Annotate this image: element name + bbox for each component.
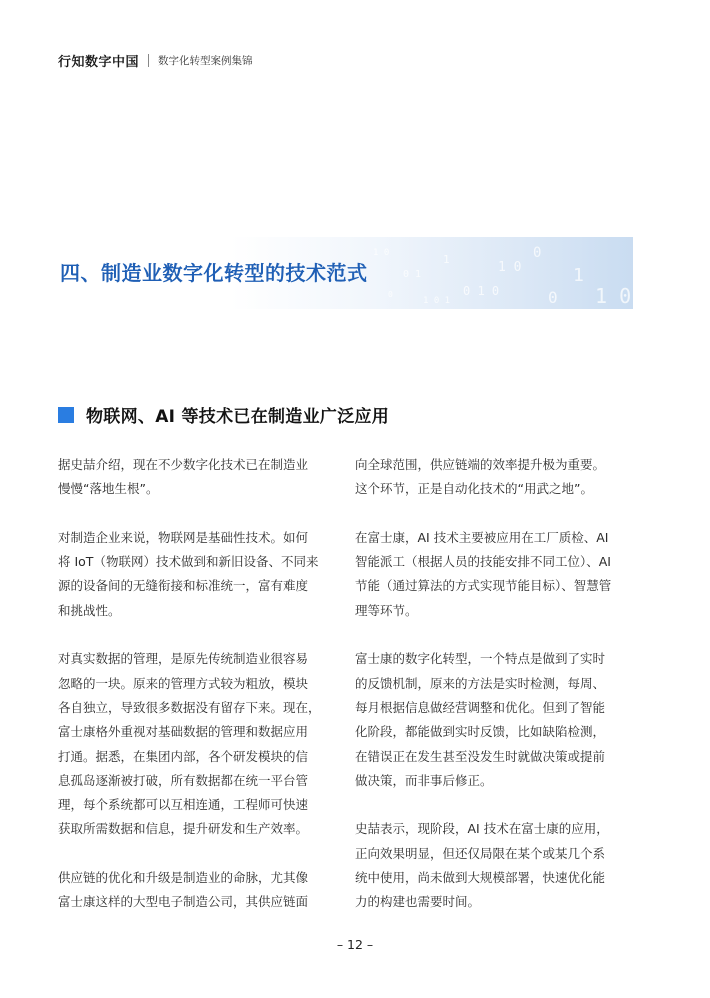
text-line: 向全球范围，供应链端的效率提升极为重要。 [355,457,606,472]
text-line: 的反馈机制，原来的方法是实时检测，每周、 [355,675,606,691]
text-line: 富士康这样的大型电子制造公司，其供应链面 [58,894,309,910]
text-line: 据史喆介绍，现在不少数字化技术已在制造业 [58,457,309,472]
body-paragraph [58,526,336,623]
section-title: 物联网、AI 等技术已在制造业广泛应用 [86,407,390,427]
text-line: 将 IoT（物联网）技术做到和新旧设备、不同来 [58,554,319,570]
text-line: 富士康的数字化转型，一个特点是做到了实时 [355,651,606,667]
svg-text:1 0: 1 0 [595,284,632,308]
body-paragraph [58,647,336,841]
text-line: 慢慢“落地生根”。 [58,481,159,497]
text-line: 每月根据信息做经营调整和优化。但到了智能 [355,699,606,715]
text-line: 打通。据悉，在集团内部，各个研发模块的信 [58,748,309,764]
text-line: 理，每个系统都可以互相连通，工程师可快速 [58,797,309,813]
text-line: 供应链的优化和升级是制造业的命脉，尤其像 [58,870,309,886]
text-line: 化阶段，都能做到实时反馈，比如缺陷检测， [355,724,606,740]
text-line: 力的构建也需要时间。 [355,894,481,910]
header-divider [148,54,149,67]
text-line: 和挑战性。 [58,602,121,618]
svg-text:0 1 0: 0 1 0 [463,284,500,298]
svg-text:0 1: 0 1 [403,269,422,280]
section-square-icon [58,407,74,423]
svg-text:1 0: 1 0 [498,260,522,275]
svg-text:0: 0 [548,288,558,307]
text-line: 源的设备间的无缝衔接和标准统一，富有难度 [58,578,309,594]
text-line: 对制造企业来说，物联网是基础性技术。如何 [58,529,309,545]
text-line: 统中使用，尚未做到大规模部署，快速优化能 [355,870,606,886]
svg-text:0: 0 [533,245,542,261]
svg-text:1: 1 [573,265,584,286]
text-line: 理等环节。 [355,602,418,618]
svg-text:1: 1 [443,253,450,266]
page-number: – 12 – [336,937,374,952]
text-line: 对真实数据的管理，是原先传统制造业很容易 [58,651,309,667]
text-line: 各自独立，导致很多数据没有留存下来。现在， [58,699,321,715]
text-line: 获取所需数据和信息，提升研发和生产效率。 [58,821,309,837]
chapter-banner [58,237,633,309]
text-line: 在错误正在发生甚至没发生时就做决策或提前 [355,748,606,764]
text-line: 做决策，而非事后修正。 [355,772,493,788]
text-line: 节能（通过算法的方式实现节能目标）、智慧管 [355,578,612,594]
page-header [58,50,253,70]
text-line: 忽略的一块。原来的管理方式较为粗放，模块 [58,675,309,691]
svg-text:0: 0 [388,290,393,299]
text-line: 正向效果明显，但还仅局限在某个或某几个系 [355,845,606,861]
binary-pattern-decoration [333,237,633,309]
chapter-title: 四、制造业数字化转型的技术范式 [60,261,368,285]
text-line: 息孤岛逐渐被打破，所有数据都在统一平台管 [58,772,309,788]
text-line: 这个环节，正是自动化技术的“用武之地”。 [355,481,593,497]
publication-subtitle: 数字化转型案例集锦 [158,54,253,67]
left-column [58,453,336,939]
text-line: 智能派工（根据人员的技能安排不同工位）、AI [355,554,611,570]
right-column [355,453,633,939]
text-line: 富士康格外重视对基础数据的管理和数据应用 [58,724,309,740]
text-line: 史喆表示，现阶段，AI 技术在富士康的应用， [355,821,609,837]
body-paragraph [355,817,633,914]
svg-text:1 0 1: 1 0 1 [423,296,451,306]
body-paragraph [355,526,633,623]
body-paragraph [355,453,633,502]
text-line: 在富士康，AI 技术主要被应用在工厂质检、AI [355,529,609,545]
body-paragraph [58,453,336,502]
body-paragraph [355,647,633,793]
section-heading [58,402,389,427]
body-paragraph [58,866,336,915]
svg-text:1 0: 1 0 [373,248,390,258]
publication-title: 行知数字中国 [58,54,140,70]
